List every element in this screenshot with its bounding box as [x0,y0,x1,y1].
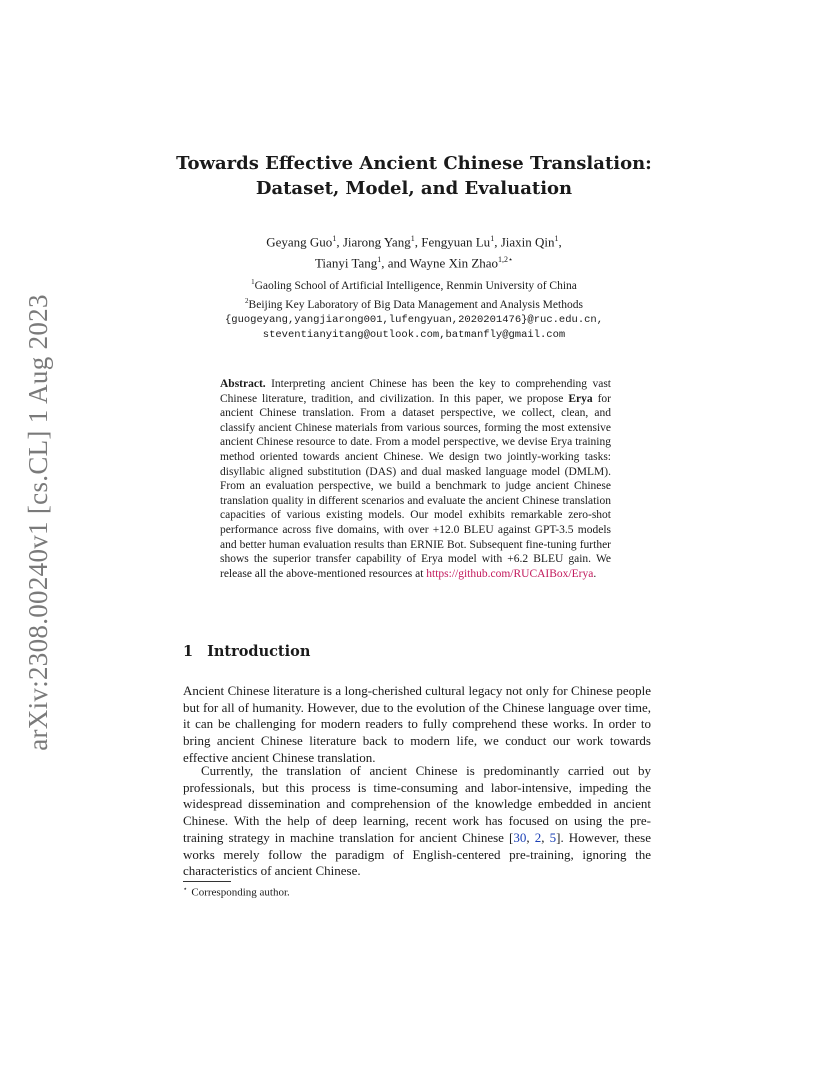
footnote-divider [183,881,231,882]
footnote-text: Corresponding author. [191,886,290,899]
title-line-2: Dataset, Model, and Evaluation [255,178,573,199]
abstract-label: Abstract. [220,378,266,390]
title-line-1: Towards Effective Ancient Chinese Translation: [176,153,652,174]
section-title: Introduction [207,643,311,660]
author-separator: , [336,234,343,250]
author-name: Tianyi Tang [314,255,378,271]
author-affiliation-mark: 1 [377,255,382,265]
author-separator: , [558,234,562,250]
author-separator: , [414,234,422,250]
affiliations [170,275,658,343]
footnote [183,885,290,899]
author-name: Wayne Xin Zhao [409,255,499,271]
github-resource-link[interactable]: https://github.com/RUCAIBox/Erya [426,567,594,580]
affiliation-1 [170,275,658,294]
citation-separator: , [526,829,535,845]
section-heading-introduction [183,643,310,660]
section-number: 1 [183,643,194,660]
author-name: Geyang Guo [266,234,333,250]
paragraph-text: ]. However, these works merely follow the paradigm of English-centered pre-training, ignoring the characteristics of ancient Chinese. [183,829,651,879]
affiliation-text: Gaoling School of Artificial Intelligence, Renmin University of China [254,279,577,292]
arxiv-identifier-stamp [18,287,58,757]
author-affiliation-mark: 1 [554,234,559,243]
author-name: Jiaxin Qin [500,234,555,250]
affiliation-mark: 2 [245,296,249,305]
author-affiliation-mark: 1 [332,234,337,243]
author-name: Fengyuan Lu [421,234,491,250]
author-separator: , and [381,255,410,271]
affiliation-2 [170,294,658,313]
citation-link[interactable]: 2 [534,829,542,845]
author-line-1 [190,230,638,251]
citation-separator: , [541,829,550,845]
author-affiliation-mark: 1 [490,234,495,243]
author-name: Jiarong Yang [342,234,411,250]
model-name-erya: Erya [568,392,593,405]
arxiv-identifier-text: arXiv:2308.00240v1 [cs.CL] 1 Aug 2023 [22,293,53,751]
introduction-paragraph-1: Ancient Chinese literature is a long-cherished cultural legacy not only for Chinese people but for all of humanity. However, due to the evolution of the Chinese language over time, it can be challenging for modern readers to fully comprehend these works. In order to bring ancient Chinese literature back to modern life, we conduct our work towards effective ancient Chinese translation. [183,683,651,765]
email-line-2: steventianyitang@outlook.com,batmanfly@gmail.com [262,328,566,341]
paragraph-text: Currently, the translation of ancient Chinese is predominantly carried out by professionals, but this process is time-consuming and labor-intensive, impeding the widespread dissemination and comprehension of the knowledge embedded in ancient Chinese. With the help of deep learning, recent work has focused on using the pre-training strategy in machine translation for ancient Chinese [ [183,763,651,845]
citation-link[interactable]: 5 [549,829,557,845]
email-line-1: {guogeyang,yangjiarong001,lufengyuan,2020201476}@ruc.edu.cn, [224,313,604,326]
affiliation-text: Beijing Key Laboratory of Big Data Management and Analysis Methods [248,298,583,311]
footnote-mark: ⋆ [183,885,188,893]
author-affiliation-mark: 1 [410,234,415,243]
introduction-paragraph-2 [183,763,651,880]
author-list [190,230,638,273]
author-affiliation-mark: 1,2⋆ [498,255,514,265]
abstract [220,377,611,581]
citation-link[interactable]: 30 [513,829,527,845]
abstract-text: . [593,567,597,580]
affiliation-mark: 1 [251,278,255,286]
abstract-text: Interpreting ancient Chinese has been the key to comprehending vast Chinese literature, tradition, and civilization. In this paper, we propose [220,378,611,405]
author-line-2 [190,251,638,272]
paper-title [150,151,678,201]
abstract-text: for ancient Chinese translation. From a dataset perspective, we collect, clean, and classify ancient Chinese materials from various sources, forming the most extensive ancient Chinese resource to date. From a model perspective, we devise Erya training method oriented towards ancient Chinese. We design two jointly-working tasks: disyllabic aligned substitution (DAS) and dual masked language model (DMLM). From an evaluation perspective, we build a benchmark to judge ancient Chinese translation quality in different scenarios and evaluate the ancient Chinese translation capacities of various existing models. Our model exhibits remarkable zero-shot performance across five domains, with over +12.0 BLEU against GPT-3.5 models and better human evaluation results than ERNIE Bot. Subsequent fine-tuning further shows the superior transfer capability of Erya model with +6.2 BLEU gain. We release all the above-mentioned resources at [220,392,611,580]
author-separator: , [494,234,501,250]
